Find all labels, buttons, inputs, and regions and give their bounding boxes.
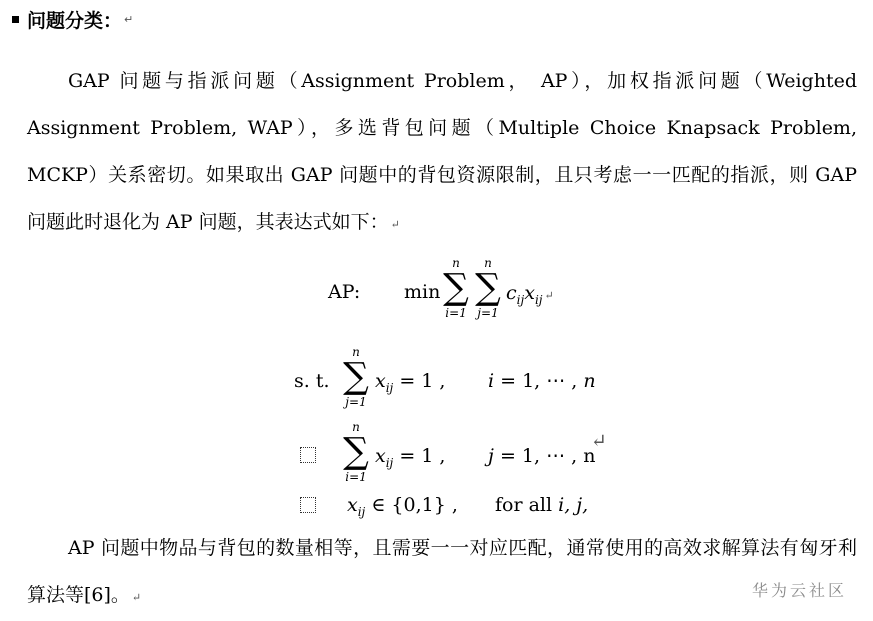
- watermark-logo: 华为云社区: [752, 581, 848, 600]
- placeholder-box-icon: [300, 497, 316, 513]
- constraint-lhs: $x_{ij} = 1$ ,: [375, 445, 446, 470]
- min-operator: min: [404, 281, 441, 303]
- constraint-condition: j = 1, ⋯ , n: [488, 445, 596, 467]
- sum-symbol-i: n ∑ i=1: [443, 256, 469, 320]
- paragraph-mark-icon: ↵: [390, 218, 400, 231]
- sum-symbol-j: n ∑ j=1: [343, 345, 369, 409]
- binary-constraint: $x_{ij}$ ∈ {0,1} ,: [347, 494, 458, 519]
- constraint-lhs: $x_{ij} = 1$ ,: [375, 370, 446, 395]
- objective-term: $c_{ij}x_{ij}$ ↵: [506, 282, 554, 307]
- formula-label: AP:: [328, 281, 361, 303]
- section-heading: [12, 6, 133, 32]
- paragraph-mark-icon: ↵: [591, 430, 607, 452]
- sum-symbol-i: n ∑ i=1: [343, 420, 369, 484]
- paragraph-intro-text: GAP 问题与指派问题（Assignment Problem， AP），加权指派问题（Weighted Assignment Problem, WAP），多选背包问题（Multiple Choice Knapsack Problem, MCKP）关系密切。如果取出 GAP 问题中的背包资源限制，且只考虑一一匹配的指派，则 GAP 问题此时退化为 AP 问题，其表达式如下：: [27, 70, 857, 233]
- paragraph-conclusion: [27, 525, 857, 621]
- paragraph-mark-icon: ↵: [131, 591, 142, 604]
- subject-to-label: s. t.: [294, 370, 330, 392]
- paragraph-intro: [27, 58, 857, 248]
- forall-condition: for all i, j,: [495, 494, 589, 516]
- placeholder-box-icon: [300, 447, 316, 463]
- constraint-condition: i = 1, ⋯ , n: [488, 370, 596, 392]
- bullet-icon: [12, 16, 19, 23]
- sum-symbol-j: n ∑ j=1: [475, 256, 501, 320]
- paragraph-mark-icon: ↵: [124, 12, 134, 26]
- paragraph-conclusion-text: AP 问题中物品与背包的数量相等，且需要一一对应匹配，通常使用的高效求解算法有匈牙利算法等[6]。: [27, 537, 857, 606]
- heading-title: 问题分类：: [27, 9, 123, 32]
- paragraph-mark-icon: ↵: [544, 289, 554, 302]
